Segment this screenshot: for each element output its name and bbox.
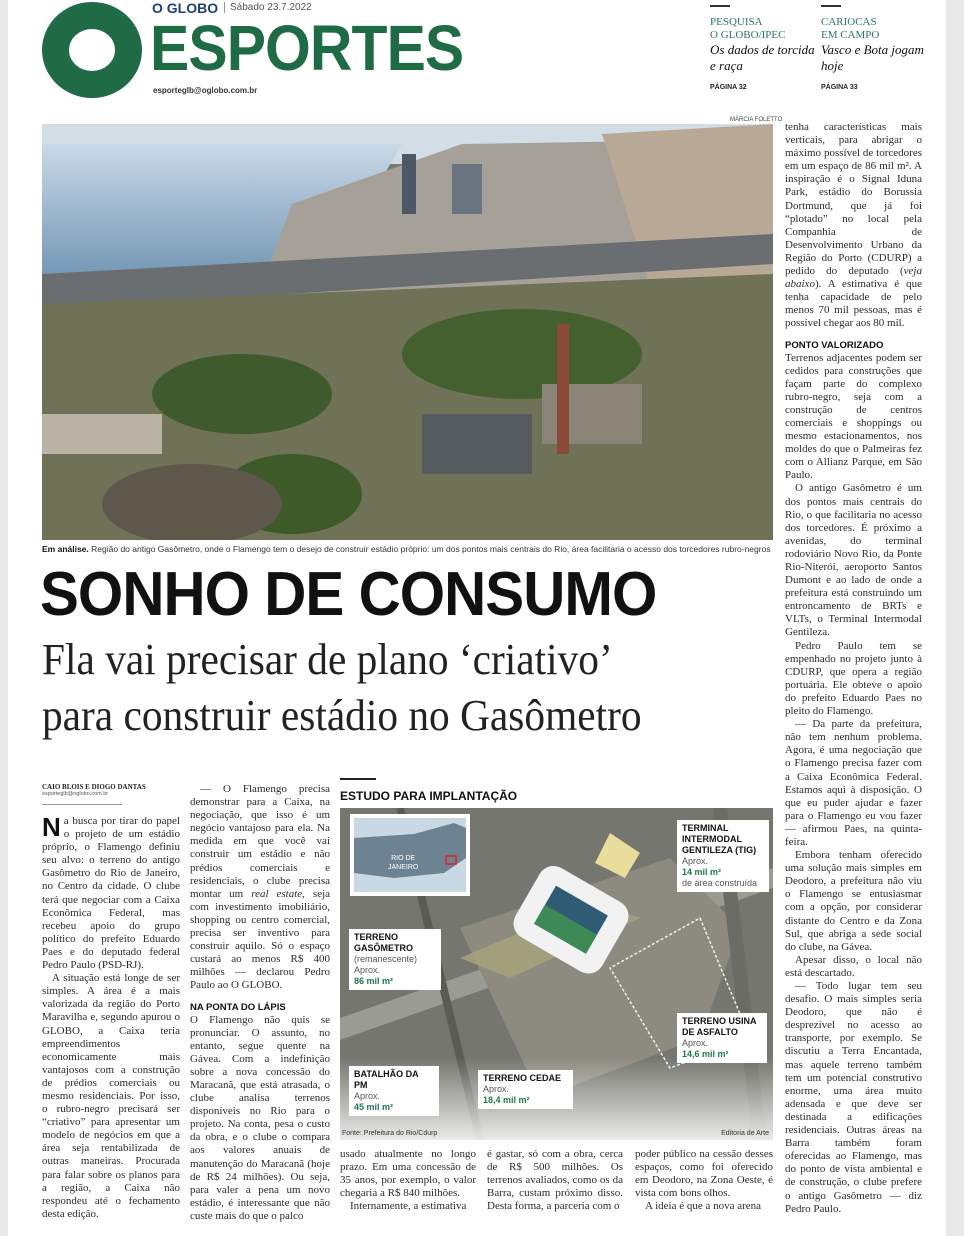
aerial-photo [42,124,773,540]
teaser-cariocas[interactable] [821,5,931,91]
paragraph: A ideia é que a nova arena [645,1200,762,1213]
o-globo-logo [42,2,142,98]
teaser-rule [710,5,730,7]
article-column-right [785,121,922,1216]
paragraph: — Da parte da prefeitura, não tem nenhum problema. Agora, é uma negociação que o Flamengo precisa fazer com a Caixa Econômica Federal. Estamos aqui à disposição. O que eu puder ajudar e fazer para o Flamengo eu vou fazer — afirmou Paes, na quinta-feira. [785,718,922,848]
brand-name: O GLOBO [152,0,219,16]
paragraph: — Todo lugar tem seu desafio. O mais simples seria Deodoro, que não é desprezível no acesso ao transporte, por exemplo. Se discutiu a Terra Encantada, mas aquele terreno também tem um potencial construtivo enorme, uma área muito adensada e que deve ser destinada a edificações residenciais. Outras áreas na Barra também foram oferecidas ao Flamengo, mas do ponto de vista ambiental e de construção, o clube prefere o antigo Gasômetro — diz Pedro Paulo. [785,980,922,1215]
subhead: PONTO VALORIZADO [785,339,884,351]
implantation-graphic [340,808,773,1140]
subheadline-line: para construir estádio no Gasômetro [42,691,642,740]
map-label: RIO DE JANEIRO [388,855,419,871]
photo-credit: MÁRCIA FOLETTO [730,117,783,123]
label-tig: TERMINAL INTERMODAL GENTILEZA (TIG) Aprox. 14 mil m² de área construída [677,820,769,892]
paragraph: A situação está longe de ser simples. A área é a mais valorizada da região do Porto Maravilha e, segundo apurou o GLOBO, a Caixa teria empreendimentos economicamente mais vantajosos com a construção de prédios comerciais ou mesmo residenciais. Por isso, o rubro-negro precisará ser “criativo” para apresentar um modelo de negócios em que a área seja rentabilizada de outras maneiras. Procurada para falar sobre os planos para a região, a Caixa não respondeu até o fechamento desta edição. [42,972,180,1220]
paragraph: Pedro Paulo tem se empenhado no projeto junto à CDURP, que opera a região portuária. Ele obteve o apoio do prefeito Eduardo Paes no pleito do Flamengo. [785,639,922,718]
paragraph: Internamente, a estimativa [350,1200,467,1213]
locator-map [350,814,470,896]
article-column-4 [487,1148,623,1213]
teaser-kicker: CARIOCAS [821,16,877,28]
subheadline-line: Fla vai precisar de plano ‘criativo’ [42,635,613,684]
teaser-headline: Os dados de torcida e raça [710,42,815,73]
teaser-kicker: EM CAMPO [821,29,880,41]
teaser-kicker: PESQUISA [710,16,763,28]
article-column-5 [635,1148,773,1213]
teaser-page: PÁGINA 33 [821,84,858,91]
caption-text: Região do antigo Gasômetro, onde o Flamengo tem o desejo de construir estádio próprio: um dos pontos mais centrais do Rio, área facilitaria o acesso dos torcedores rubro-negros [88,544,771,554]
teaser-page: PÁGINA 32 [710,84,747,91]
paragraph: Terrenos adjacentes podem ser cedidos para construções que façam parte do complexo rubro-negro, seja com a construção de centros comerciais e shoppings ou mesmo estacionamentos, nos moldes do que o Palmeiras fez com o Allianz Parque, em São Paulo. [785,351,922,482]
section-title: ESPORTES [150,12,464,84]
graphic-title: ESTUDO PARA IMPLANTAÇÃO [340,789,518,803]
teaser-kicker: O GLOBO/IPEC [710,29,786,41]
article-column-2 [190,783,330,1223]
photo-caption [42,544,782,554]
label-batalhao: BATALHÃO DA PM Aprox. 45 mil m² [349,1066,439,1116]
subhead: NA PONTA DO LÁPIS [190,1001,286,1013]
byline-rule [42,804,122,805]
graphic-source: Fonte: Prefeitura do Rio/Cdurp [342,1130,438,1137]
paragraph: — O Flamengo precisa demonstrar para a Caixa, na negociação, que isso é um negócio vantajoso para ela. Na medida em que você vai construir um estádio e não prédios comerciais e residenciais, o clube precisa montar um real estate, seja com investimento imobiliário, shopping ou centro comercial, precisa ser inventivo para construir aquilo. Só o espaço custará ao menos R$ 400 milhões — declarou Pedro Paulo ao O GLOBO. [190,783,331,992]
label-cedae: TERRENO CEDAE Aprox. 18,4 mil m² [478,1070,573,1109]
paragraph: Embora tenham oferecido uma solução mais simples em Deodoro, a prefeitura não viu o Flamengo se entusiasmar com a opção, por considerar distante do Centro e da Zona Sul, que abriga a sede social do clube, na Gávea. [785,849,922,953]
graphic-credit: Editoria de Arte [721,1130,769,1137]
article-column-3 [340,1148,476,1213]
paragraph: O antigo Gasômetro é um dos pontos mais centrais do Rio, o que facilitaria no acesso dos torcedores. É próximo a avenidas, do terminal rodoviário Novo Rio, da Ponte Rio-Niterói, aeroporto Santos Dumont e ao lado de onde a prefeitura está construindo um entroncamento de BRTs e VLTs, o Terminal Intermodal Gentileza. [785,482,922,639]
byline-authors: CAIO BLOIS E DIOGO DANTAS [42,783,146,791]
byline-email: esporteglb@oglobo.com.br [42,791,109,797]
article-column-1 [42,783,180,1221]
paragraph: a busca por tirar do papel o projeto de um estádio próprio, o Flamengo definiu seu alvo: o terreno do antigo Gasômetro do Rio de Janeiro, no Centro da cidade. O clube terá que negociar com a Caixa Econômica Federal, mas recebeu apoio do grupo político do prefeito Eduardo Paes e do deputado federal Pedro Paulo (PSD-RJ). [42,815,180,972]
drop-cap: N [42,812,61,842]
paragraph: O Flamengo não quis se pronunciar. O assunto, no entanto, segue quente na Gávea. Com a indefinição sobre a nova concessão do Maracanã, que está atrasada, o clube analisa terrenos disponíveis no Rio para o projeto. Na conta, pesa o custo da obra, e o clube o compara aos valores anuais de manutenção do Maracanã (hoje de R$ 24 milhões). Ou seja, para valer a pena um novo estádio, é interessante que não custe mais do que o palco [190,1013,330,1222]
paragraph: Apesar disso, o local não está descartado. [785,953,922,979]
paragraph: poder público na cessão desses espaços, como foi oferecido em Deodoro, na Zona Oeste, é vista com bons olhos. [635,1148,773,1200]
label-usina: TERRENO USINA DE ASFALTO Aprox. 14,6 mil m² [677,1013,767,1063]
issue-date: Sábado 23.7.2022 [224,2,312,13]
headline: SONHO DE CONSUMO [40,560,657,629]
paragraph: tenha características mais verticais, para abrigar o máximo possível de torcedores em um espaço de 86 mil m². A inspiração é o Signal Iduna Park, estádio do Borussia Dortmund, que já foi “plotado” no local pela Companhia de Desenvolvimento Urbano da Região do Porto (CDURP) a pedido do deputado (veja abaixo). A estimativa é que tenha capacidade de pelo menos 70 mil pessoas, mas é possível chegar aos 80 mil. [785,121,922,330]
subheadline [42,632,738,744]
teaser-rule [821,5,841,7]
teaser-headline: Vasco e Bota jogam hoje [821,42,924,73]
caption-lead: Em análise. [42,544,89,554]
label-gasometro: TERRENO GASÔMETRO (remanescente) Aprox. 86 mil m² [349,929,441,990]
paragraph: usado atualmente no longo prazo. Em uma concessão de 35 anos, por exemplo, o valor chegaria a R$ 840 milhões. [340,1148,476,1200]
section-email: esporteglb@oglobo.com.br [153,86,258,95]
graphic-rule [340,778,376,780]
paragraph: é gastar, só com a obra, cerca de R$ 500 milhões. Os terrenos avaliados, como os da Barra, custam próximo disso. Desta forma, a parceria com o [487,1148,623,1213]
teaser-pesquisa[interactable] [710,5,820,91]
